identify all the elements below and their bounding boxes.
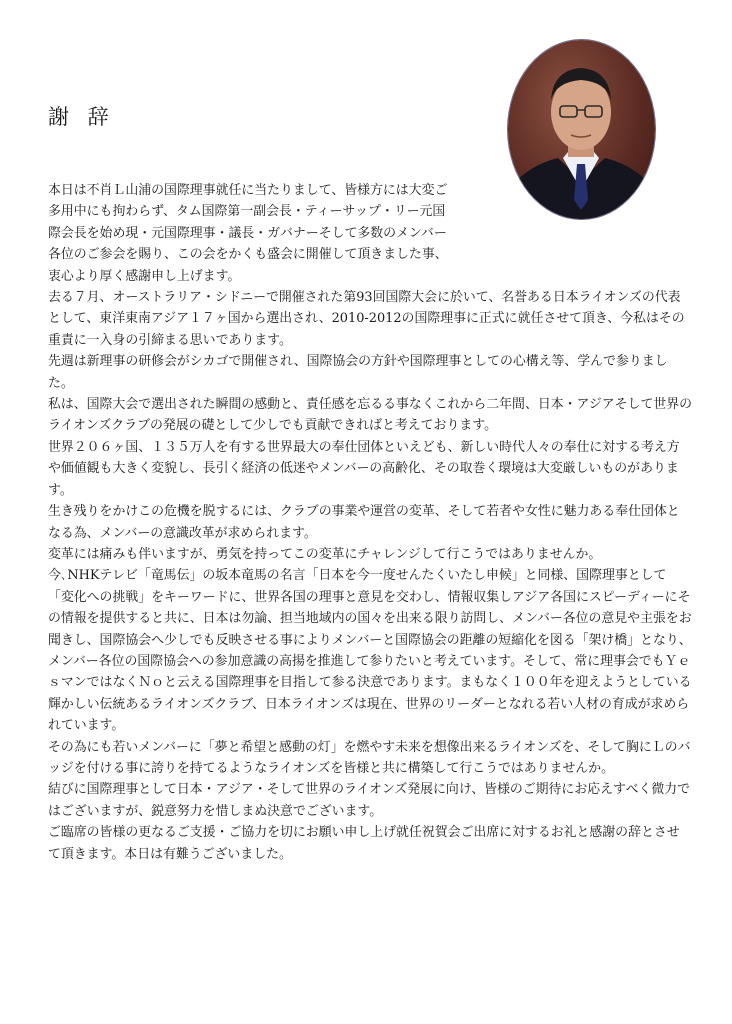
paragraph: 生き残りをかけこの危機を脱するには、クラブの事業や運営の変革、そして若者や女性に魅力ある奉仕団体となる為、メンバーの意識改革が求められます。 [48, 504, 680, 541]
paragraph: 私は、国際大会で選出された瞬間の感動と、責任感を忘るる事なくこれから二年間、日本・アジアそして世界のライオンズクラブの発展の礎として少しでも貢献できればと考えております。 [48, 397, 693, 434]
paragraph: 先週は新理事の研修会がシカゴで開催され、国際協会の方針や国際理事としての心構え等、学んで参りました。 [48, 354, 668, 391]
paragraph: 去る７月、オーストラリア・シドニーで開催された第93回国際大会に於いて、名誉ある日本ライオンズの代表として、東洋東南アジア１７ヶ国から選出され、2010-2012の国際理事に正式に就任させて頂き、今私はその重責に一入身の引締まる思いであります。 [48, 290, 685, 348]
paragraph: 世界２０６ヶ国、１３５万人を有する世界最大の奉仕団体といえども、新しい時代人々の奉仕に対する考え方や価値観も大きく変貌し、長引く経済の低迷やメンバーの高齢化、その取巻く環境は大変厳しいものがあります。 [48, 439, 680, 498]
paragraph: 本日は不肖Ｌ山浦の国際理事就任に当たりまして、皆様方には大変ご多用中にも拘わらず、タム国際第一副会長・ティーサップ・リー元国際会長を始め現・元国際理事・議長・ガバナーそして多数のメンバー各位のご参会を賜り、この会をかくも盛会に開催して頂きました事、衷心より厚く感謝申し上げます。 [48, 183, 448, 284]
paragraph: 今､NHKテレビ「竜馬伝」の坂本竜馬の名言「日本を今一度せんたくいたし申候」と同様、国際理事として「変化への挑戦」をキーワードに、世界各国の理事と意見を交わし、情報収集しアジア各国にスピーディーにその情報を提供すると共に、日本は勿論、担当地域内の国々を出来る限り訪問し、メンバー各位の意見や主張をお聞きし、国際協会へ少しでも反映させる事によりメンバーと国際協会の距離の短縮化を図る「架け橋」となり、メンバー各位の国際協会への参加意識の高揚を推進して参りたいと考えています。そして、常に理事会でもＹｅｓマンではなくＮｏと云える国際理事を目指して参る決意であります。まもなく１００年を迎えようとしている輝かしい伝統あるライオンズクラブ、日本ライオンズは現在、世界のリーダーとなれる若い人材の育成が求められています。 [48, 568, 692, 734]
page-title: 謝 辞 [48, 105, 115, 129]
paragraph: 変革には痛みも伴いますが、勇気を持ってこの変革にチャレンジして行こうではありませんか。 [48, 546, 602, 562]
paragraph: ご臨席の皆様の更なるご支援・ご協力を切にお願い申し上げ就任祝賀会ご出席に対するお礼と感謝の辞とさせて頂きます。本日は有難うございました。 [48, 825, 680, 862]
paragraph: 結びに国際理事として日本・アジア・そして世界のライオンズ発展に向け、皆様のご期待にお応えすべく微力ではございますが、鋭意努力を惜しまぬ決意でございます。 [48, 782, 691, 819]
body-text [48, 180, 692, 865]
paragraph: その為にも若いメンバーに「夢と希望と感動の灯」を燃やす未来を想像出来るライオンズを、そして胸にＬのバッジを付ける事に誇りを持てるようなライオンズを皆様と共に構築して行こうではありませんか。 [48, 739, 691, 776]
